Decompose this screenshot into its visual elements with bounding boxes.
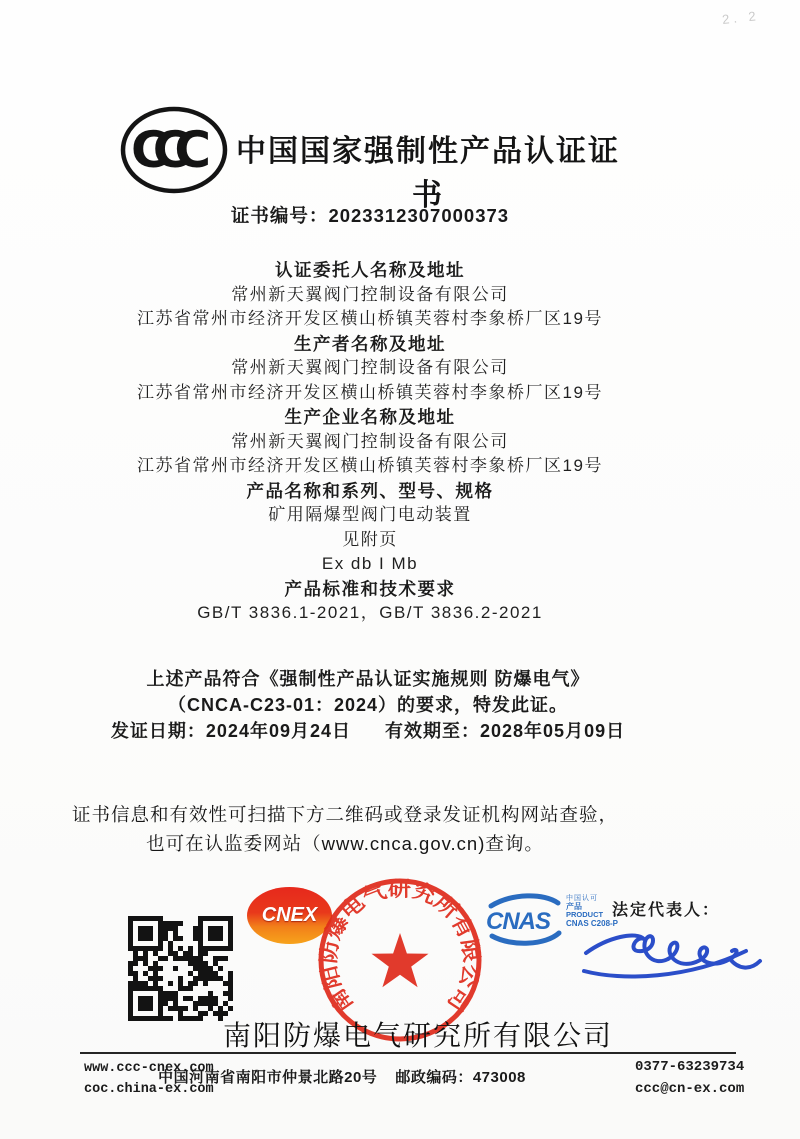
legal-representative-signature [578,915,773,1010]
conformity-statement [0,666,736,744]
issue-date-label: 发证日期： [110,721,206,741]
field-heading-standards: 产品标准和技术要求 [284,578,456,599]
footer-contact [635,1056,744,1100]
applicant-address: 江苏省常州市经济开发区横山桥镇芙蓉村李象桥厂区19号 [137,309,603,328]
product-name: 矿用隔爆型阀门电动装置 [268,505,472,524]
factory-name: 常州新天翼阀门控制设备有限公司 [231,431,509,451]
valid-until [385,718,625,744]
cnas-side-line4: CNAS C208-P [566,918,619,928]
issuer-postcode [395,1066,526,1087]
issuer-company-name: 南阳防爆电气研究所有限公司 [222,1020,613,1051]
svg-text:CCC: CCC [131,121,197,179]
valid-until-value: 2028年05月09日 [480,721,626,741]
footer-website-1: www.ccc-cnex.com [84,1061,214,1076]
valid-until-label: 有效期至： [385,721,480,741]
producer-name: 常州新天翼阀门控制设备有限公司 [231,358,509,377]
certificate-fields [0,258,740,626]
issue-date-value: 2024年09月24日 [205,721,351,741]
postcode-value: 473008 [472,1069,526,1086]
postcode-label: 邮政编码： [395,1069,473,1086]
certificate-number-label: 证书编号： [230,205,329,226]
cnas-logo-label: CNAS [486,908,551,935]
note-line2: 也可在认监委网站（www.cnca.gov.cn)查询。 [146,833,544,854]
certificate-number-value: 2023312307000373 [328,205,510,226]
product-attachment-ref: 见附页 [342,529,398,549]
field-heading-factory: 生产企业名称及地址 [284,407,456,427]
seal-text: 南阳防爆电气研究所有限公司 [317,878,483,1017]
footer-address-row [160,1066,524,1087]
statement-line2: （CNCA-C23-01：2024）的要求，特发此证。 [167,695,569,715]
seal-star-icon [372,933,429,987]
footer-website-2: coc.china-ex.com [84,1082,214,1097]
footer-divider [80,1052,736,1054]
producer-address: 江苏省常州市经济开发区横山桥镇芙蓉村李象桥厂区19号 [137,382,603,402]
field-heading-producer: 生产者名称及地址 [294,333,446,354]
ccc-mark-icon [118,104,230,196]
qr-code [128,916,233,1021]
scan-corner-mark: 2. 2 [721,8,761,27]
field-heading-product: 产品名称和系列、型号、规格 [246,480,494,501]
cnas-side-line1: 中国认可 [566,895,598,902]
issuer-email: ccc@cn-ex.com [635,1081,745,1097]
issuer-phone: 0377-63239734 [635,1059,745,1075]
legal-representative-label: 法定代表人： [612,902,721,919]
verification-note [0,800,690,858]
note-line1: 证书信息和有效性可扫描下方二维码或登录发证机构网站查验， [71,804,618,825]
cnas-side-line2: 产品 [566,901,582,911]
field-heading-applicant: 认证委托人名称及地址 [275,260,465,280]
applicant-name: 常州新天翼阀门控制设备有限公司 [231,284,509,304]
cnex-logo-label: CNEX [261,904,318,926]
cnas-logo-graphic [486,891,562,947]
cnas-side-line3: PRODUCT [566,910,604,920]
statement-line1: 上述产品符合《强制性产品认证实施规则 防爆电气》 [146,669,590,689]
certificate-title: 中国国家强制性产品认证证书 [236,135,620,212]
issue-date [111,718,351,744]
standards-value: GB/T 3836.1-2021，GB/T 3836.2-2021 [197,603,543,622]
product-ex-marking: Ex db I Mb [321,554,419,573]
issuer-address: 中国河南省南阳市仲景北路20号 [158,1069,378,1086]
certificate-number-row [0,202,740,228]
factory-address: 江苏省常州市经济开发区横山桥镇芙蓉村李象桥厂区19号 [137,456,603,475]
dates-row [0,718,736,744]
